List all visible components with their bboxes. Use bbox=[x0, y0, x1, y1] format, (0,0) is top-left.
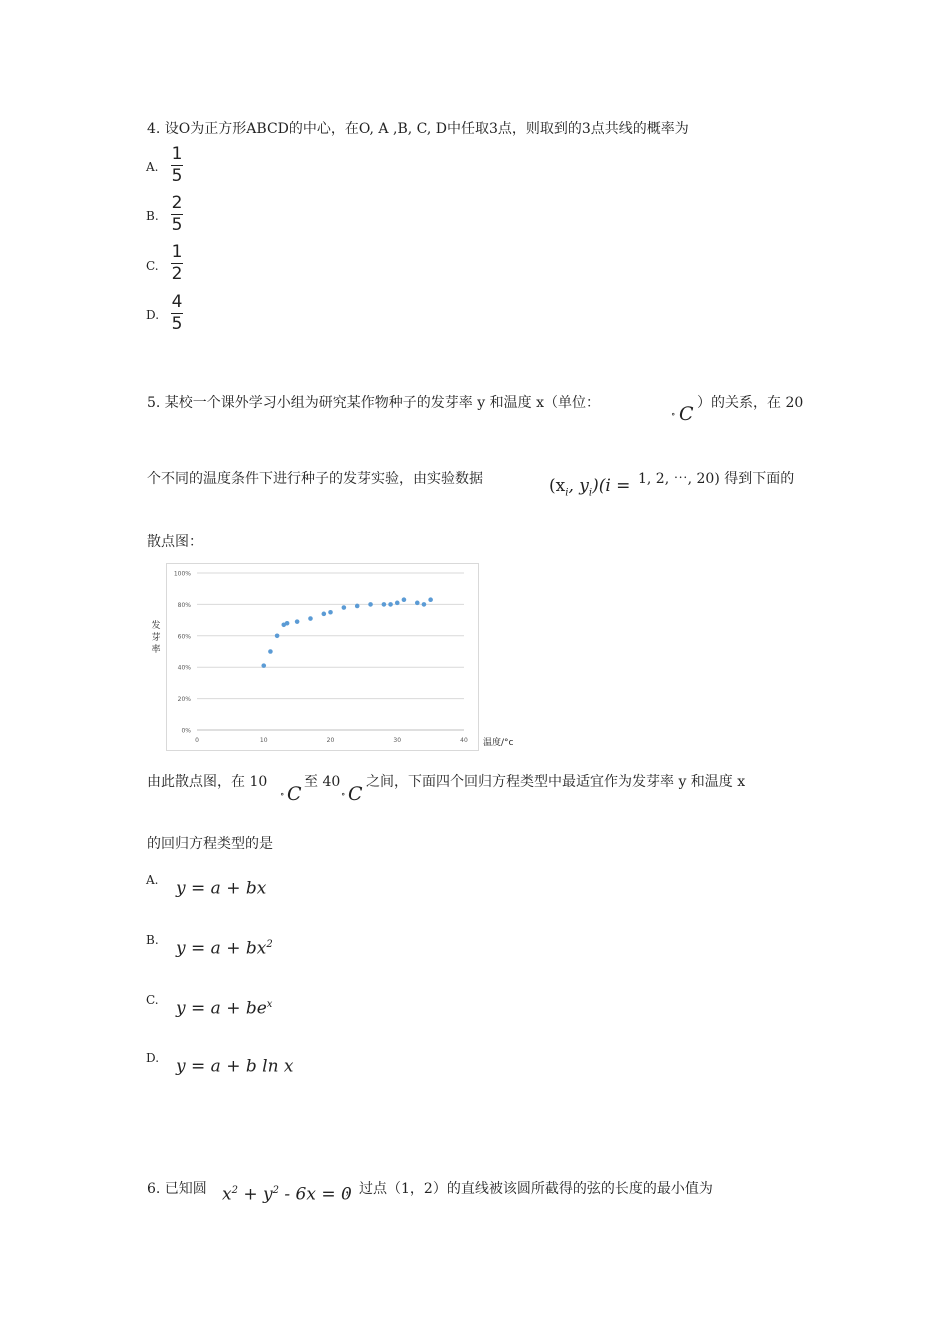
q5-line2-a: 个不同的温度条件下进行种子的发芽实验，由实验数据 bbox=[147, 471, 483, 487]
scatter-chart-svg bbox=[167, 564, 478, 750]
y-tick-label: 80% bbox=[177, 601, 191, 609]
q5-line2-b: 1, 2, ⋯, 20) 得到下面的 bbox=[638, 471, 795, 487]
notation-sub-i2: i bbox=[588, 487, 593, 499]
eq-y-sup: 2 bbox=[272, 1185, 279, 1196]
q5-option-c-expr bbox=[176, 1000, 272, 1018]
chart-xlabel: 温度/°c bbox=[483, 738, 514, 748]
q5-option-d-expr bbox=[176, 1058, 294, 1076]
q5-option-b-expr bbox=[176, 940, 273, 958]
scatter-point bbox=[368, 602, 373, 607]
expr-text: y = a + be bbox=[176, 998, 267, 1019]
scatter-point bbox=[395, 601, 400, 606]
scatter-point bbox=[261, 663, 266, 668]
q5-option-b-label: B. bbox=[146, 933, 159, 947]
notation-sub-i: i bbox=[565, 487, 569, 499]
scatter-point bbox=[268, 649, 273, 654]
y-tick-label: 0% bbox=[181, 727, 191, 735]
eq-y: + y bbox=[237, 1184, 273, 1205]
scatter-point bbox=[322, 612, 327, 617]
q4-option-b-label: B. bbox=[146, 209, 159, 223]
numerator: 1 bbox=[171, 242, 183, 262]
expr-text: y = a + bx bbox=[176, 938, 267, 959]
numerator: 1 bbox=[171, 144, 183, 164]
q4-option-c-fraction bbox=[171, 244, 183, 283]
q5-option-a-label: A. bbox=[146, 873, 159, 887]
degree-symbol: ∘ bbox=[280, 790, 285, 800]
denominator: 5 bbox=[171, 314, 183, 334]
y-tick-label: 20% bbox=[177, 696, 191, 704]
q5-line4-a: 由此散点图，在 10 bbox=[147, 774, 268, 790]
q5-option-d-label: D. bbox=[146, 1051, 160, 1065]
notation-close: )(i = bbox=[592, 476, 631, 496]
denominator: 5 bbox=[171, 215, 183, 235]
notation-open: (x bbox=[549, 476, 566, 496]
q5-line5: 的回归方程类型的是 bbox=[147, 836, 273, 852]
expr-text: y = a + bx bbox=[176, 878, 267, 899]
q5-line4-c: 之间，下面四个回归方程类型中最适宜作为发芽率 y 和温度 x bbox=[366, 774, 746, 790]
q5-data-notation bbox=[549, 478, 630, 498]
q6-prefix: 6. 已知圆 bbox=[147, 1181, 207, 1197]
scatter-point bbox=[328, 610, 333, 615]
q5-line1-a: 5. 某校一个课外学习小组为研究某作物种子的发芽率 y 和温度 x（单位： bbox=[147, 395, 600, 411]
eq-rest: - 6x = 0 bbox=[279, 1184, 352, 1205]
scatter-point bbox=[342, 605, 347, 610]
chart-ylabel: 发芽率 bbox=[151, 621, 161, 655]
q4-option-d-label: D. bbox=[146, 308, 160, 322]
x-tick-label: 20 bbox=[326, 737, 335, 744]
scatter-point bbox=[422, 602, 427, 607]
celsius-c: C bbox=[679, 403, 694, 425]
degree-symbol: ∘ bbox=[671, 410, 676, 420]
q4-option-c-label: C. bbox=[146, 259, 159, 273]
scatter-point bbox=[402, 597, 407, 602]
q4-option-a-fraction bbox=[171, 146, 183, 185]
x-tick-label: 30 bbox=[393, 737, 402, 744]
scatter-point bbox=[295, 619, 300, 624]
q4-stem: 4. 设O为正方形ABCD的中心，在O, A ,B, C, D中任取3点，则取到的3点共线的概率为 bbox=[147, 121, 689, 137]
q4-option-b-fraction bbox=[171, 195, 183, 234]
celsius-c: C bbox=[287, 783, 302, 805]
q5-line3: 散点图： bbox=[147, 534, 203, 550]
scatter-point bbox=[388, 602, 393, 607]
q4-option-a-label: A. bbox=[146, 160, 159, 174]
q5-option-a-expr bbox=[176, 880, 266, 898]
y-tick-label: 40% bbox=[177, 664, 191, 672]
y-tick-label: 100% bbox=[173, 570, 191, 578]
expr-sup: x bbox=[266, 999, 273, 1010]
eq-x-sup: 2 bbox=[231, 1185, 238, 1196]
expr-sup: 2 bbox=[266, 939, 273, 950]
denominator: 5 bbox=[171, 166, 183, 186]
y-tick-label: 60% bbox=[177, 633, 191, 641]
scatter-point bbox=[308, 616, 313, 621]
scatter-point bbox=[382, 602, 387, 607]
numerator: 2 bbox=[171, 193, 183, 213]
scatter-chart bbox=[166, 563, 479, 751]
scatter-point bbox=[275, 634, 280, 639]
x-tick-label: 0 bbox=[195, 737, 199, 744]
q5-option-c-label: C. bbox=[146, 993, 159, 1007]
notation-y: , y bbox=[568, 476, 589, 496]
q5-line4-b: 至 40 bbox=[304, 774, 341, 790]
scatter-point bbox=[428, 597, 433, 602]
denominator: 2 bbox=[171, 264, 183, 284]
scatter-point bbox=[285, 621, 290, 626]
eq-x: x bbox=[222, 1184, 232, 1205]
q5-line1-b: ）的关系，在 20 bbox=[697, 395, 804, 411]
scatter-point bbox=[355, 604, 360, 609]
celsius-c: C bbox=[348, 783, 363, 805]
x-tick-label: 40 bbox=[460, 737, 468, 744]
x-tick-label: 10 bbox=[259, 737, 268, 744]
scatter-point bbox=[415, 601, 420, 606]
expr-text: y = a + b ln x bbox=[176, 1056, 294, 1077]
numerator: 4 bbox=[171, 292, 183, 312]
q4-option-d-fraction bbox=[171, 294, 183, 333]
q6-circle-equation bbox=[222, 1186, 352, 1204]
degree-symbol: ∘ bbox=[341, 790, 346, 800]
q6-suffix: ，过点（1，2）的直线被该圆所截得的弦的长度的最小值为 bbox=[345, 1181, 713, 1197]
